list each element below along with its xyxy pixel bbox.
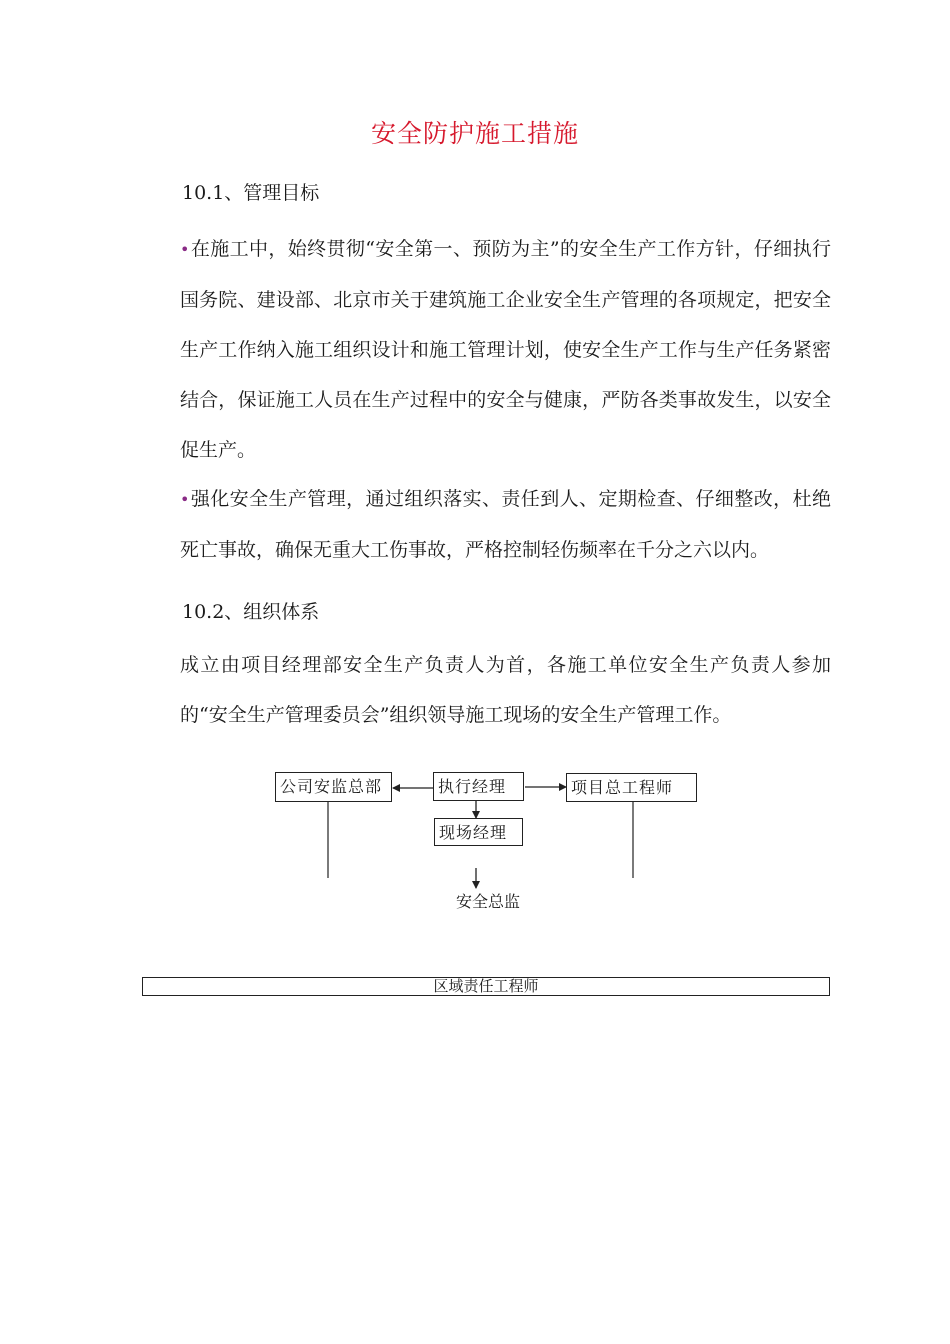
- bullet-text-2: 强化安全生产管理，通过组织落实、责任到人、定期检查、仔细整改，杜绝死亡事故，确保无重大工伤事故，严格控制轻伤频率在千分之六以内。: [180, 488, 831, 561]
- org-box-exec-manager: 执行经理: [433, 772, 524, 801]
- document-title: 安全防护施工措施: [370, 119, 579, 148]
- org-box-area-engineer: 区域责任工程师: [142, 977, 830, 996]
- bullet-icon: •: [180, 240, 190, 259]
- bullet-text-1: 在施工中，始终贯彻“安全第一、预防为主”的安全生产工作方针，仔细执行国务院、建设部、北京市关于建筑施工企业安全生产管理的各项规定，把安全生产工作纳入施工组织设计和施工管理计划，使安全生产工作与生产任务紧密结合，保证施工人员在生产过程中的安全与健康，严防各类事故发生，以安全促生产。: [180, 238, 831, 461]
- org-system-text: 成立由项目经理部安全生产负责人为首，各施工单位安全生产负责人参加的“安全生产管理委员会”组织领导施工现场的安全生产管理工作。: [180, 654, 831, 726]
- bullet-icon: •: [180, 490, 190, 509]
- section-heading-org-system: 10.2、组织体系: [182, 601, 320, 623]
- org-box-chief-engineer: 项目总工程师: [566, 773, 697, 802]
- org-box-site-manager: 现场经理: [434, 818, 523, 846]
- section-heading-management-goals: 10.1、管理目标: [182, 182, 320, 204]
- org-box-company-safety: 公司安监总部: [275, 772, 392, 802]
- org-label-safety-director: 安全总监: [456, 892, 521, 911]
